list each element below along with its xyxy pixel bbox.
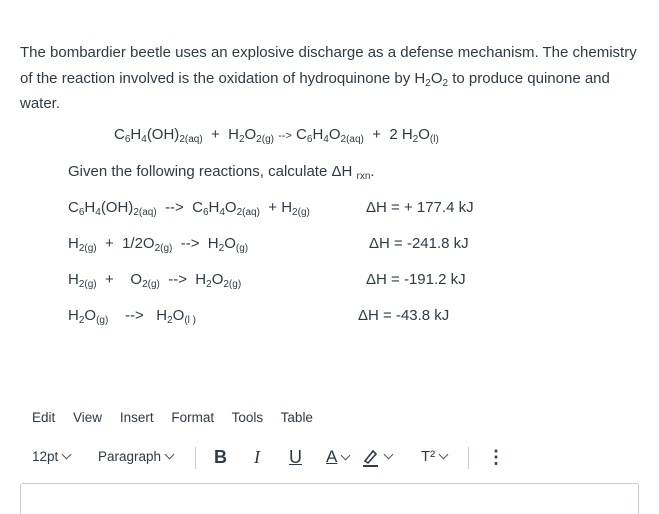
text-color-button[interactable] <box>326 446 349 468</box>
italic-button[interactable]: I <box>254 447 260 467</box>
reaction-2-equation: $H_{2(g)} + 1/2O_{2(g)}$ --> $H_2O_{(g)}$ <box>68 235 249 254</box>
menu-insert[interactable]: Insert <box>119 410 154 425</box>
question-text: The bombardier beetle uses an explosive discharge as a defense mechanism. The chemistry of the reaction involved is the oxidation of hydroquinone by $H_2O_2$ to produce quinone and water. <box>20 44 637 112</box>
menu-view[interactable]: View <box>73 410 103 425</box>
chevron-down-icon <box>62 450 72 460</box>
instruction-text: Given the following reactions, calculate ΔH $_{rxn}$. <box>68 163 375 182</box>
reaction-4-equation: $H_2O_{(g)}$ --> $H_2O_{(l )}$ <box>68 307 196 326</box>
menu-table[interactable]: Table <box>280 410 313 425</box>
chevron-down-icon <box>384 450 394 460</box>
toolbar-divider <box>468 447 469 469</box>
superscript-button[interactable] <box>421 446 447 468</box>
highlighter-icon <box>362 447 380 467</box>
reaction-3-enthalpy: ΔH = -191.2 kJ <box>366 271 466 288</box>
menu-format[interactable]: Format <box>171 410 215 425</box>
reaction-4-enthalpy: ΔH = -43.8 kJ <box>358 307 450 324</box>
block-format-value: Paragraph <box>98 449 162 464</box>
overall-reaction: $C_6H_4(OH)_{2(aq)} + H_2O_{2(g)}$ --> $C_6H_4O_{2(aq)} + 2$ $H_2O_{(l)}$ <box>114 126 439 145</box>
block-format-select[interactable] <box>98 446 173 468</box>
reaction-1-equation: $C_6H_4(OH)_{2(aq)}$ --> $C_6H_4O_{2(aq)} + H_{2(g)}$ <box>68 199 310 218</box>
font-size-select[interactable] <box>32 446 70 468</box>
chevron-down-icon <box>439 450 449 460</box>
chevron-down-icon <box>341 451 351 461</box>
reaction-1-enthalpy: ΔH = + 177.4 kJ <box>366 199 474 216</box>
bold-button[interactable]: B <box>214 447 227 467</box>
text-color-icon: A <box>326 447 338 466</box>
question-paragraph <box>20 40 645 117</box>
superscript-label: T² <box>421 448 436 465</box>
font-size-value: 12pt <box>32 449 59 464</box>
highlight-button[interactable] <box>362 446 392 468</box>
menu-tools[interactable]: Tools <box>231 410 264 425</box>
reaction-2-enthalpy: ΔH = -241.8 kJ <box>369 235 469 252</box>
menu-edit[interactable]: Edit <box>32 410 56 425</box>
chevron-down-icon <box>165 450 175 460</box>
editor-menubar <box>32 410 327 425</box>
reaction-3-equation: $H_{2(g)}$ + $O_{2(g)}$ --> $H_2O_{2(g)}$ <box>68 271 242 290</box>
more-options-icon[interactable]: ⋮ <box>487 447 505 467</box>
toolbar-divider <box>195 447 196 469</box>
editor-content-area[interactable] <box>20 483 639 514</box>
underline-button[interactable]: U <box>289 447 302 467</box>
